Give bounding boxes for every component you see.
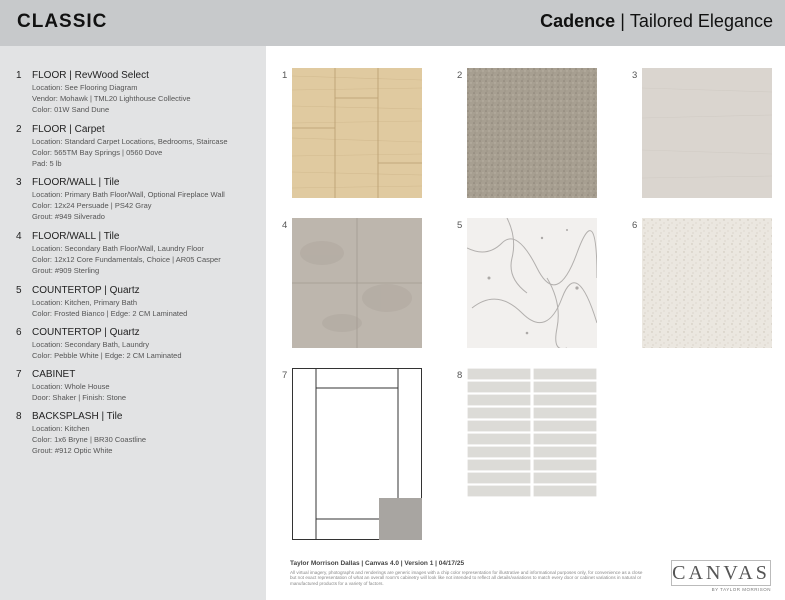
selection-list [0,46,266,600]
swatch-fill [292,68,422,198]
wood-grain-texture [292,68,422,198]
selection-number: 4 [16,231,22,242]
selection-title: BACKSPLASH | Tile [32,411,123,422]
swatch-wood-floor [292,68,422,198]
selection-number: 8 [16,411,22,422]
subway-tile-texture [467,368,597,498]
selection-title: FLOOR | RevWood Select [32,70,149,81]
selection-number: 6 [16,327,22,338]
selection-detail: Location: See Flooring Diagram [32,83,138,92]
selection-detail: Color: 1x6 Bryne | BR30 Coastline [32,435,147,444]
selection-detail: Location: Secondary Bath, Laundry [32,340,150,349]
swatch-backsplash [467,368,597,498]
canvas-logo-text: CANVAS [672,562,770,584]
selection-detail: Location: Standard Carpet Locations, Bedrooms, Staircase [32,137,228,146]
swatch-carpet [467,68,597,198]
pebble-texture [642,218,772,348]
swatch-number: 3 [632,70,638,81]
swatch-quartz-pebble [642,218,772,348]
selection-detail: Color: 01W Sand Dune [32,105,110,114]
swatch-quartz-bianco [467,218,597,348]
selection-number: 5 [16,285,22,296]
selection-number: 7 [16,369,22,380]
selection-detail: Location: Whole House [32,382,110,391]
swatch-number: 7 [282,370,288,381]
brand-name: Cadence [540,11,616,31]
selection-title: COUNTERTOP | Quartz [32,327,140,338]
selection-detail: Location: Secondary Bath Floor/Wall, Laundry Floor [32,244,204,253]
swatch-fill [467,218,597,348]
carpet-texture [467,68,597,198]
tile-texture [642,68,772,198]
swatch-number: 8 [457,370,463,381]
selection-number: 3 [16,177,22,188]
swatch-fill [642,68,772,198]
selection-title: FLOOR/WALL | Tile [32,177,120,188]
swatch-tile-grid [292,218,422,348]
selection-detail: Color: 12x24 Persuade | PS42 Gray [32,201,152,210]
tile-grid-texture [292,218,422,348]
selection-title: FLOOR | Carpet [32,124,105,135]
page-header [0,0,785,46]
footer-disclaimer: All virtual imagery, photographs and renderings are generic images with a chip color representation for illustrative and informational purposes only, for convenience as a close but not exact representation of what an overall room's cabinetry will look like not intended to reflect all details/variations to match every door or cabinet variations in natural or manufactured products for a variety of factors. [290,570,643,586]
selection-detail: Color: Pebble White | Edge: 2 CM Laminated [32,351,182,360]
selection-title: FLOOR/WALL | Tile [32,231,120,242]
brand-tagline: Tailored Elegance [629,11,773,31]
swatch-cabinet-door [292,368,422,540]
swatch-number: 2 [457,70,463,81]
selection-number: 1 [16,70,22,81]
shaker-door-drawing [292,368,422,540]
swatch-number: 4 [282,220,288,231]
canvas-logo [671,560,771,592]
selection-title: CABINET [32,369,76,380]
swatch-number: 5 [457,220,463,231]
selection-number: 2 [16,124,22,135]
finish-chip [379,498,422,540]
selection-detail: Grout: #912 Optic White [32,446,113,455]
swatch-tile-gray [642,68,772,198]
selection-detail: Color: 565TM Bay Springs | 0560 Dove [32,148,163,157]
selection-detail: Location: Primary Bath Floor/Wall, Optional Fireplace Wall [32,190,225,199]
canvas-logo-subtitle: BY TAYLOR MORRISON [711,587,771,592]
swatch-number: 6 [632,220,638,231]
selection-detail: Location: Kitchen, Primary Bath [32,298,138,307]
brand-heading [540,11,773,32]
selection-detail: Color: 12x12 Core Fundamentals, Choice | AR05 Casper [32,255,221,264]
brand-separator: | [620,11,625,31]
selection-detail: Color: Frosted Bianco | Edge: 2 CM Laminated [32,309,188,318]
selection-detail: Grout: #909 Sterling [32,266,100,275]
selection-detail: Grout: #949 Silverado [32,212,105,221]
selection-detail: Pad: 5 lb [32,159,62,168]
collection-title: CLASSIC [17,11,108,32]
selection-detail: Vendor: Mohawk | TML20 Lighthouse Collective [32,94,191,103]
selection-detail: Door: Shaker | Finish: Stone [32,393,127,402]
selection-detail: Location: Kitchen [32,424,90,433]
quartz-veining-texture [467,218,597,348]
selection-title: COUNTERTOP | Quartz [32,285,140,296]
swatch-number: 1 [282,70,288,81]
footer-title: Taylor Morrison Dallas | Canvas 4.0 | Version 1 | 04/17/25 [290,560,465,567]
